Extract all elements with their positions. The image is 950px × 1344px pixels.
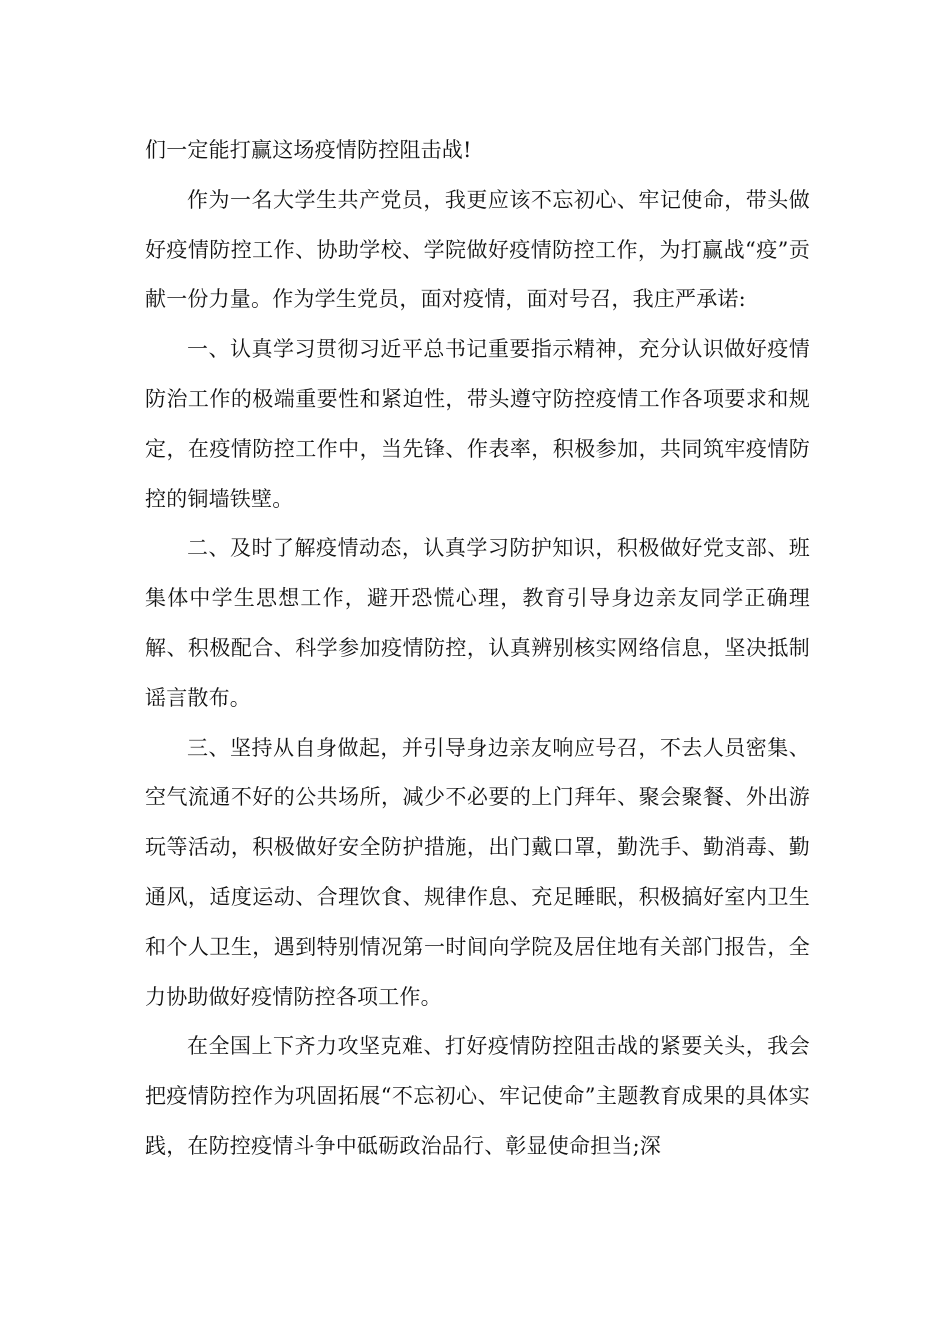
paragraph-closing: 在全国上下齐力攻坚克难、打好疫情防控阻击战的紧要关头，我会把疫情防控作为巩固拓展“不忘初心、牢记使命”主题教育成果的具体实践，在防控疫情斗争中砥砺政治品行、彰显使命担当;深 xyxy=(145,1034,810,1158)
paragraph-pledge-intro: 作为一名大学生共产党员，我更应该不忘初心、牢记使命，带头做好疫情防控工作、协助学校、学院做好疫情防控工作，为打赢战“疫”贡献一份力量。作为学生党员，面对疫情，面对号召，我庄严承诺: xyxy=(145,187,810,312)
paragraph-pledge-two: 二、及时了解疫情动态，认真学习防护知识，积极做好党支部、班集体中学生思想工作，避开恐慌心理，教育引导身边亲友同学正确理解、积极配合、科学参加疫情防控，认真辨别核实网络信息，坚决抵制谣言散布。 xyxy=(145,536,810,710)
paragraph-pledge-three: 三、坚持从自身做起，并引导身边亲友响应号召，不去人员密集、空气流通不好的公共场所，减少不必要的上门拜年、聚会聚餐、外出游玩等活动，积极做好安全防护措施，出门戴口罩，勤洗手、勤消毒、勤通风，适度运动、合理饮食、规律作息、充足睡眠，积极搞好室内卫生和个人卫生，遇到特别情况第一时间向学院及居住地有关部门报告，全力协助做好疫情防控各项工作。 xyxy=(145,735,810,1009)
paragraph-continued: 们一定能打赢这场疫情防控阻击战! xyxy=(145,138,472,162)
paragraph-pledge-one: 一、认真学习贯彻习近平总书记重要指示精神，充分认识做好疫情防治工作的极端重要性和紧迫性，带头遵守防控疫情工作各项要求和规定，在疫情防控工作中，当先锋、作表率，积极参加，共同筑牢疫情防控的铜墙铁壁。 xyxy=(145,337,810,511)
document-body xyxy=(145,126,810,1172)
